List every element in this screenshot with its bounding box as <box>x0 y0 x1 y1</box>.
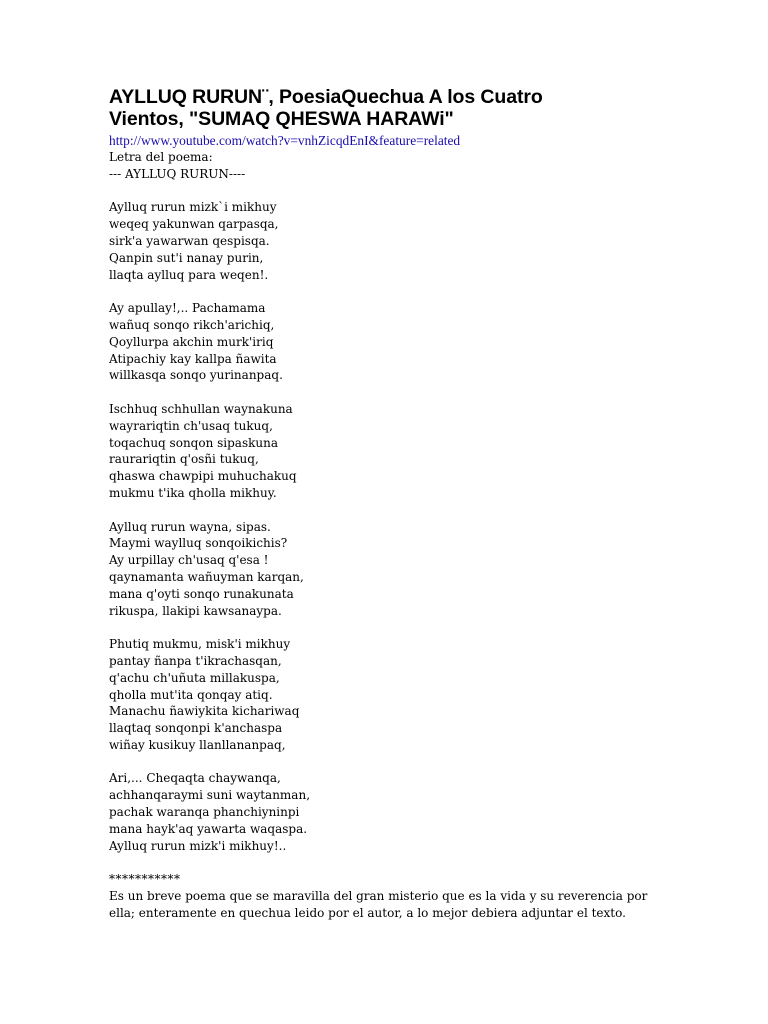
verse-line: Qoyllurpa akchin murk'iriq <box>109 334 274 349</box>
separator: *********** <box>109 872 181 887</box>
document-title <box>109 86 669 130</box>
verse-line: Aylluq rurun mizk'i mikhuy!.. <box>109 838 287 853</box>
verse-line: Maymi waylluq sonqoikichis? <box>109 536 288 551</box>
verse-line: Phutiq mukmu, misk'i mikhuy <box>109 637 291 652</box>
stanza <box>109 199 669 283</box>
stanza <box>109 300 669 384</box>
verse-line: llaqtaq sonqonpi k'anchaspa <box>109 721 283 736</box>
verse-line: qholla mut'ita qonqay atiq. <box>109 687 273 702</box>
verse-line: wiñay kusikuy llanllananpaq, <box>109 737 286 752</box>
verse-line: llaqta aylluq para weqen!. <box>109 267 269 282</box>
verse-line: sirk'a yawarwan qespisqa. <box>109 233 270 248</box>
intro-line: Letra del poema: <box>109 150 213 164</box>
poem-body <box>109 149 669 922</box>
verse-line: Ay apullay!,.. Pachamama <box>109 301 266 316</box>
closing-paragraph: Es un breve poema que se maravilla del gran misterio que es la vida y su reverencia por ella; enteramente en quechua leido por el autor, a lo mejor debiera adjuntar el texto. <box>109 889 648 920</box>
verse-line: achhanqaraymi suni waytanman, <box>109 788 311 803</box>
verse-line: mukmu t'ika qholla mikhuy. <box>109 485 277 500</box>
verse-line: Aylluq rurun wayna, sipas. <box>109 519 271 534</box>
verse-line: mana hayk'aq yawarta waqaspa. <box>109 821 308 836</box>
poem-heading: --- AYLLUQ RURUN---- <box>109 166 246 181</box>
verse-line: Ari,... Cheqaqta chaywanqa, <box>109 771 281 786</box>
verse-line: Manachu ñawiykita kichariwaq <box>109 704 300 719</box>
verse-line: q'achu ch'uñuta millakuspa, <box>109 670 280 685</box>
verse-line: mana q'oyti sonqo runakunata <box>109 586 294 601</box>
stanza <box>109 519 669 620</box>
verse-line: Ischhuq schhullan waynakuna <box>109 401 293 416</box>
verse-line: toqachuq sonqon sipaskuna <box>109 435 278 450</box>
verse-line: pantay ñanpa t'ikrachasqan, <box>109 653 282 668</box>
document-page <box>109 86 669 922</box>
verse-line: raurariqtin q'osñi tukuq, <box>109 452 259 467</box>
verse-line: qhaswa chawpipi muhuchakuq <box>109 469 297 484</box>
stanza <box>109 401 669 502</box>
youtube-link[interactable]: http://www.youtube.com/watch?v=vnhZicqdEnI&feature=related <box>109 133 461 148</box>
stanza <box>109 770 669 854</box>
verse-line: wañuq sonqo rikch'arichiq, <box>109 317 275 332</box>
verse-line: Ay urpillay ch'usaq q'esa ! <box>109 553 269 568</box>
verse-line: pachak waranqa phanchiyninpi <box>109 805 300 820</box>
verse-line: rikuspa, llakipi kawsanaypa. <box>109 603 282 618</box>
title-line: Vientos, "SUMAQ QHESWA HARAWi" <box>109 108 454 130</box>
verse-line: weqeq yakunwan qarpasqa, <box>109 217 279 232</box>
stanza <box>109 636 669 754</box>
verse-line: Aylluq rurun mizk`i mikhuy <box>109 200 277 215</box>
verse-line: qaynamanta wañuyman karqan, <box>109 569 304 584</box>
verse-line: Atipachiy kay kallpa ñawita <box>109 351 277 366</box>
verse-line: Qanpin sut'i nanay purin, <box>109 250 264 265</box>
verse-line: wayrariqtin ch'usaq tukuq, <box>109 418 273 433</box>
title-line: AYLLUQ RURUN¨, PoesiaQuechua A los Cuatro <box>109 86 543 108</box>
verse-line: willkasqa sonqo yurinanpaq. <box>109 368 283 383</box>
